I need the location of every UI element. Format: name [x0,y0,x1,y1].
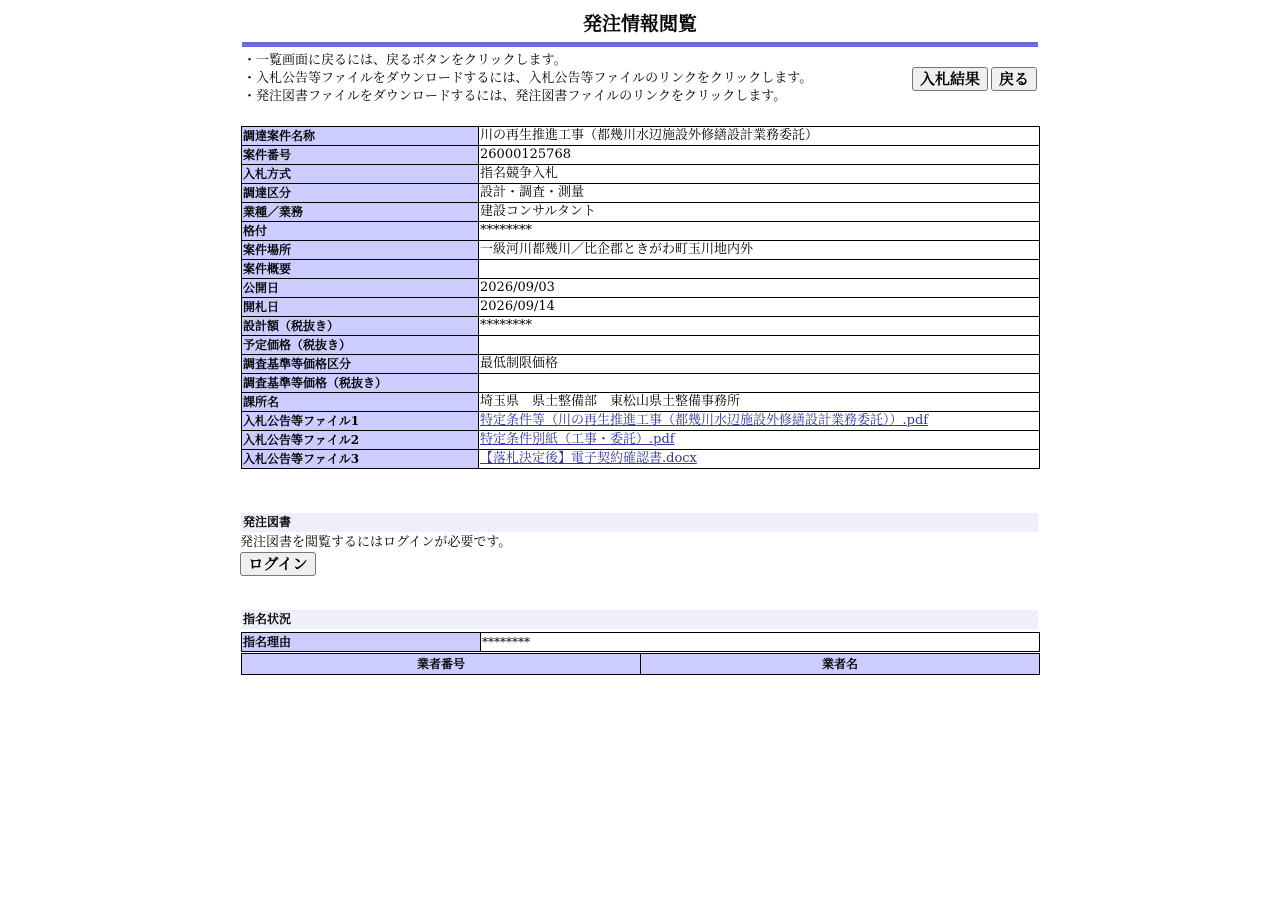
field-label: 格付 [242,222,479,241]
file-download-link[interactable]: 特定条件等（川の再生推進工事（都幾川水辺施設外修繕設計業務委託））.pdf [480,413,929,428]
table-row [242,393,1040,412]
field-value: 川の再生推進工事（都幾川水辺施設外修繕設計業務委託） [479,127,1040,146]
table-row [242,431,1040,450]
instructions [243,52,883,106]
table-row [242,127,1040,146]
field-value: 2026/09/03 [479,279,1040,298]
field-value: 埼玉県 県土整備部 東松山県土整備事務所 [479,393,1040,412]
table-row [242,241,1040,260]
table-row [242,374,1040,393]
field-value [479,260,1040,279]
file-label: 入札公告等ファイル1 [242,412,479,431]
nomination-heading: 指名状況 [241,610,1038,629]
table-header-row [242,654,1040,675]
field-label: 開札日 [242,298,479,317]
table-row [242,165,1040,184]
table-row [242,260,1040,279]
title-divider [242,42,1038,47]
page-title: 発注情報閲覧 [582,13,697,35]
field-label: 入札方式 [242,165,479,184]
table-row [242,317,1040,336]
field-label: 案件概要 [242,260,479,279]
login-button[interactable]: ログイン [240,552,316,576]
instruction-line: ・発注図書ファイルをダウンロードするには、発注図書ファイルのリンクをクリックします。 [243,89,787,104]
file-label: 入札公告等ファイル3 [242,450,479,469]
table-row [242,279,1040,298]
field-label: 課所名 [242,393,479,412]
table-row [242,222,1040,241]
field-value [479,374,1040,393]
field-value: 指名競争入札 [479,165,1040,184]
instruction-line: ・一覧画面に戻るには、戻るボタンをクリックします。 [243,53,567,68]
file-download-link[interactable]: 【落札決定後】電子契約確認書.docx [480,451,697,466]
field-value [479,336,1040,355]
field-label: 案件番号 [242,146,479,165]
file-cell [479,431,1040,450]
ordering-docs-heading: 発注図書 [241,513,1038,532]
field-label: 業種／業務 [242,203,479,222]
field-label: 設計額（税抜き） [242,317,479,336]
field-value: 建設コンサルタント [479,203,1040,222]
field-value: 一級河川都幾川／比企郡ときがわ町玉川地内外 [479,241,1040,260]
nomination-reason-value: ******** [481,633,1040,652]
column-header-vendor-number: 業者番号 [242,654,641,675]
table-row [242,146,1040,165]
case-details-table [241,126,1040,469]
field-label: 調査基準等価格（税抜き） [242,374,479,393]
field-label: 調査基準等価格区分 [242,355,479,374]
table-row [242,184,1040,203]
vendor-table [241,653,1040,675]
file-cell [479,450,1040,469]
table-row [242,336,1040,355]
field-label: 公開日 [242,279,479,298]
login-required-note: 発注図書を閲覧するにはログインが必要です。 [240,535,512,550]
back-button[interactable]: 戻る [991,67,1037,91]
field-label: 案件場所 [242,241,479,260]
table-row [242,633,1040,652]
file-cell [479,412,1040,431]
field-value: ******** [479,317,1040,336]
file-label: 入札公告等ファイル2 [242,431,479,450]
table-row [242,298,1040,317]
field-value: 26000125768 [479,146,1040,165]
file-download-link[interactable]: 特定条件別紙（工事・委託）.pdf [480,432,675,447]
table-row [242,412,1040,431]
nomination-reason-label: 指名理由 [242,633,481,652]
table-row [242,450,1040,469]
table-row [242,203,1040,222]
field-label: 調達案件名称 [242,127,479,146]
field-value: 最低制限価格 [479,355,1040,374]
bid-result-button[interactable]: 入札結果 [912,67,988,91]
column-header-vendor-name: 業者名 [641,654,1040,675]
field-value: ******** [479,222,1040,241]
instruction-line: ・入札公告等ファイルをダウンロードするには、入札公告等ファイルのリンクをクリックします。 [243,71,813,86]
field-label: 予定価格（税抜き） [242,336,479,355]
table-row [242,355,1040,374]
field-value: 2026/09/14 [479,298,1040,317]
field-value: 設計・調査・測量 [479,184,1040,203]
field-label: 調達区分 [242,184,479,203]
nomination-reason-table [241,632,1040,652]
